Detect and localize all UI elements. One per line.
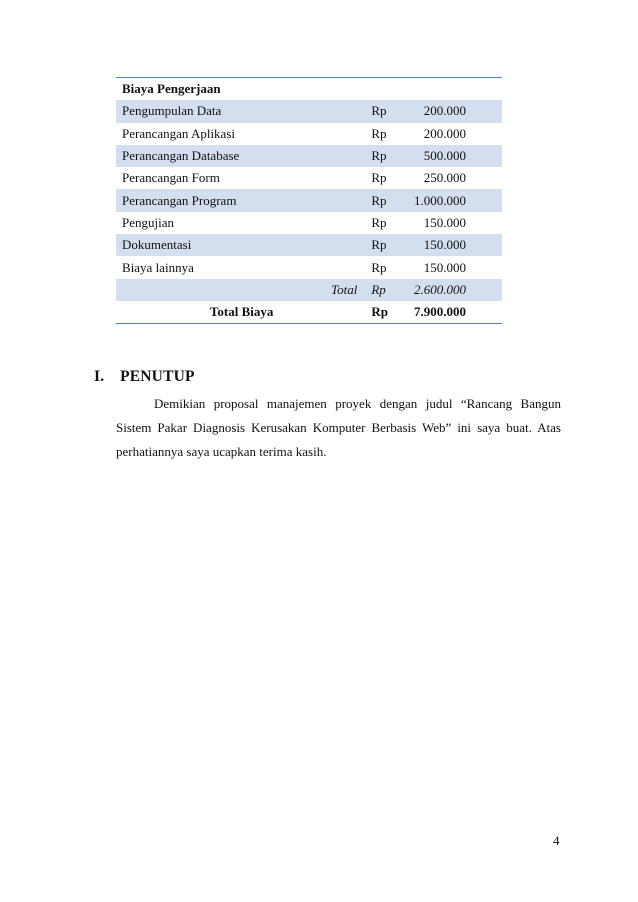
row-currency: Rp: [371, 214, 387, 230]
row-amount: 500.000: [399, 145, 502, 167]
table-row: [116, 100, 502, 122]
row-label: Perancangan Database: [116, 145, 367, 167]
row-label: Perancangan Aplikasi: [122, 125, 235, 141]
subtotal-label: Total: [297, 279, 367, 301]
subtotal-spacer: [116, 279, 297, 301]
row-label: Perancangan Program: [116, 189, 367, 211]
row-label: Perancangan Form: [122, 170, 220, 186]
table-row: [116, 145, 502, 167]
section-title: PENUTUP: [120, 368, 195, 385]
row-currency: Rp: [371, 259, 387, 275]
row-amount: 150.000: [399, 234, 502, 256]
row-amount: 250.000: [423, 170, 466, 186]
table-row: [116, 189, 502, 211]
row-label: Biaya lainnya: [122, 259, 194, 275]
row-currency: Rp: [367, 234, 399, 256]
row-currency: Rp: [371, 170, 387, 186]
row-label: Dokumentasi: [116, 234, 367, 256]
row-amount: 1.000.000: [399, 189, 502, 211]
table-row: [116, 212, 502, 234]
table-row: [116, 167, 502, 189]
section-heading: [94, 368, 195, 386]
table-row: [116, 123, 502, 145]
grand-total-label: Total Biaya: [209, 304, 274, 320]
row-label: Pengujian: [122, 214, 174, 230]
row-amount: 200.000: [423, 125, 466, 141]
row-currency: Rp: [367, 189, 399, 211]
table-header: Biaya Pengerjaan: [122, 81, 221, 97]
cost-table-grid: [116, 78, 502, 323]
grand-total-amount: 7.900.000: [414, 304, 466, 320]
cost-table: [116, 77, 502, 324]
row-amount: 150.000: [423, 259, 466, 275]
subtotal-currency: Rp: [367, 279, 399, 301]
row-amount: 150.000: [423, 214, 466, 230]
page-number: 4: [553, 833, 560, 848]
row-currency: Rp: [371, 125, 387, 141]
row-currency: Rp: [367, 145, 399, 167]
grand-total-row: [116, 301, 502, 323]
subtotal-row: [116, 279, 502, 301]
row-label: Pengumpulan Data: [116, 100, 367, 122]
grand-total-currency: Rp: [371, 304, 388, 320]
row-amount: 200.000: [399, 100, 502, 122]
row-currency: Rp: [367, 100, 399, 122]
closing-paragraph: Demikian proposal manajemen proyek dengan judul “Rancang Bangun Sistem Pakar Diagnosis Kerusakan Komputer Berbasis Web” ini saya buat. Atas perhatiannya saya ucapkan terima kasih.: [116, 396, 561, 459]
subtotal-amount: 2.600.000: [399, 279, 502, 301]
table-row: [116, 256, 502, 278]
table-header-row: [116, 78, 502, 100]
table-row: [116, 234, 502, 256]
section-number: I.: [94, 368, 105, 385]
